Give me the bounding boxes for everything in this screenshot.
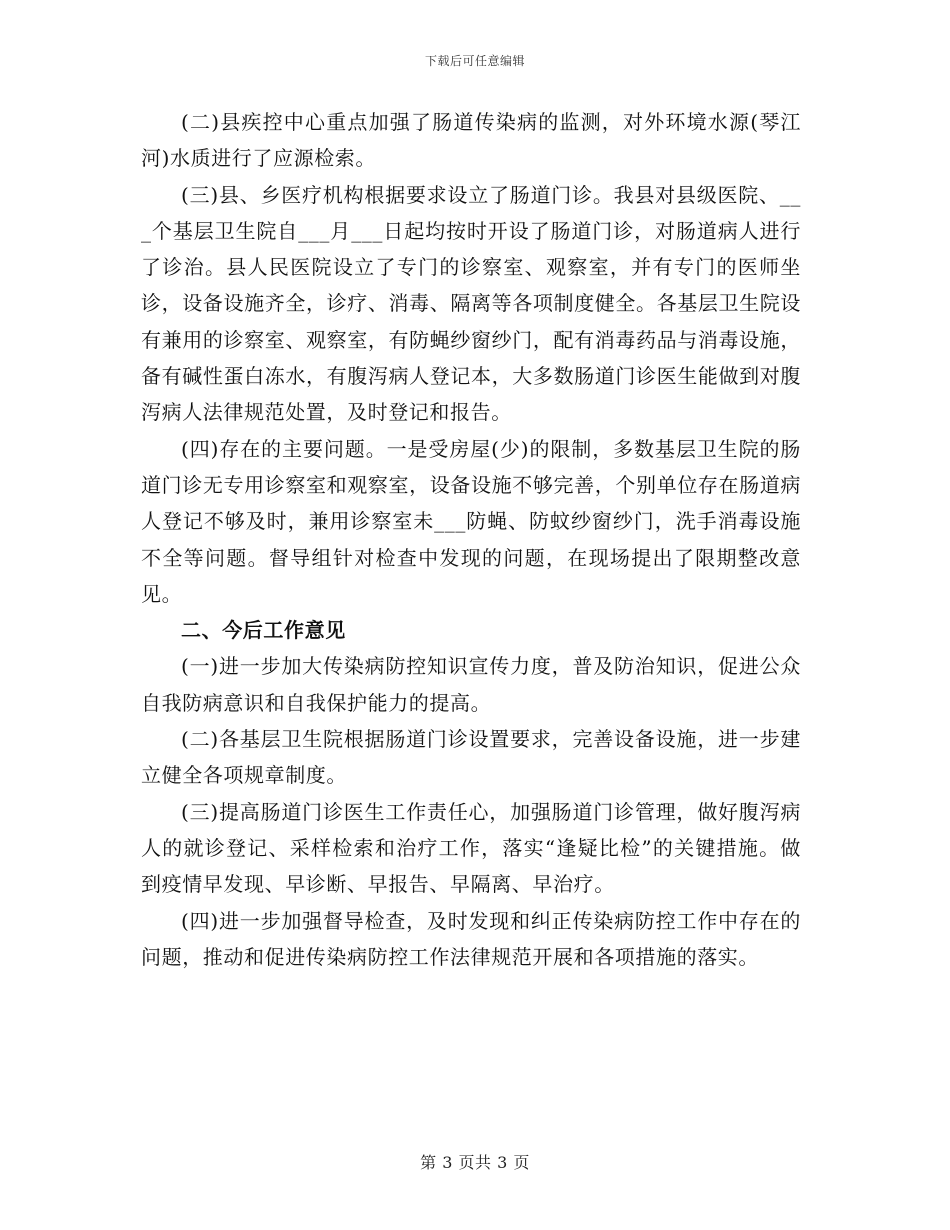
section-heading: 二、今后工作意见 bbox=[181, 618, 346, 643]
section-paragraph-4: (四)进一步加强督导检查，及时发现和纠正传染病防控工作中存在的问题，推动和促进传染病防控工作法律规范开展和各项措施的落实。 bbox=[141, 908, 801, 969]
paragraph-3: (三)县、乡医疗机构根据要求设立了肠道门诊。我县对县级医院、___个基层卫生院自___月___日起均按时开设了肠道门诊，对肠道病人进行了诊治。县人民医院设立了专门的诊察室、观察室，并有专门的医师坐诊，设备设施齐全，诊疗、消毒、隔离等各项制度健全。各基层卫生院设有兼用的诊察室、观察室，有防蝇纱窗纱门，配有消毒药品与消毒设施，备有碱性蛋白冻水，有腹泻病人登记本，大多数肠道门诊医生能做到对腹泻病人法律规范处置，及时登记和报告。 bbox=[141, 182, 801, 425]
page-number: 第 3 页共 3 页 bbox=[420, 1153, 530, 1172]
document-body bbox=[141, 104, 801, 975]
header-note: 下载后可任意编辑 bbox=[424, 54, 525, 68]
paragraph-2: (二)县疾控中心重点加强了肠道传染病的监测，对外环境水源(琴江河)水质进行了应源检索。 bbox=[141, 110, 801, 171]
section-paragraph-3: (三)提高肠道门诊医生工作责任心，加强肠道门诊管理，做好腹泻病人的就诊登记、采样检索和治疗工作，落实“逢疑比检”的关键措施。做到疫情早发现、早诊断、早报告、早隔离、早治疗。 bbox=[141, 799, 801, 897]
section-paragraph-2: (二)各基层卫生院根据肠道门诊设置要求，完善设备设施，进一步建立健全各项规章制度。 bbox=[141, 727, 801, 788]
section-paragraph-1: (一)进一步加大传染病防控知识宣传力度，普及防治知识，促进公众自我防病意识和自我保护能力的提高。 bbox=[141, 654, 801, 715]
paragraph-4: (四)存在的主要问题。一是受房屋(少)的限制，多数基层卫生院的肠道门诊无专用诊察室和观察室，设备设施不够完善，个别单位存在肠道病人登记不够及时，兼用诊察室未___防蝇、防蚊纱窗纱门，洗手消毒设施不全等问题。督导组针对检查中发现的问题，在现场提出了限期整改意见。 bbox=[141, 436, 801, 606]
